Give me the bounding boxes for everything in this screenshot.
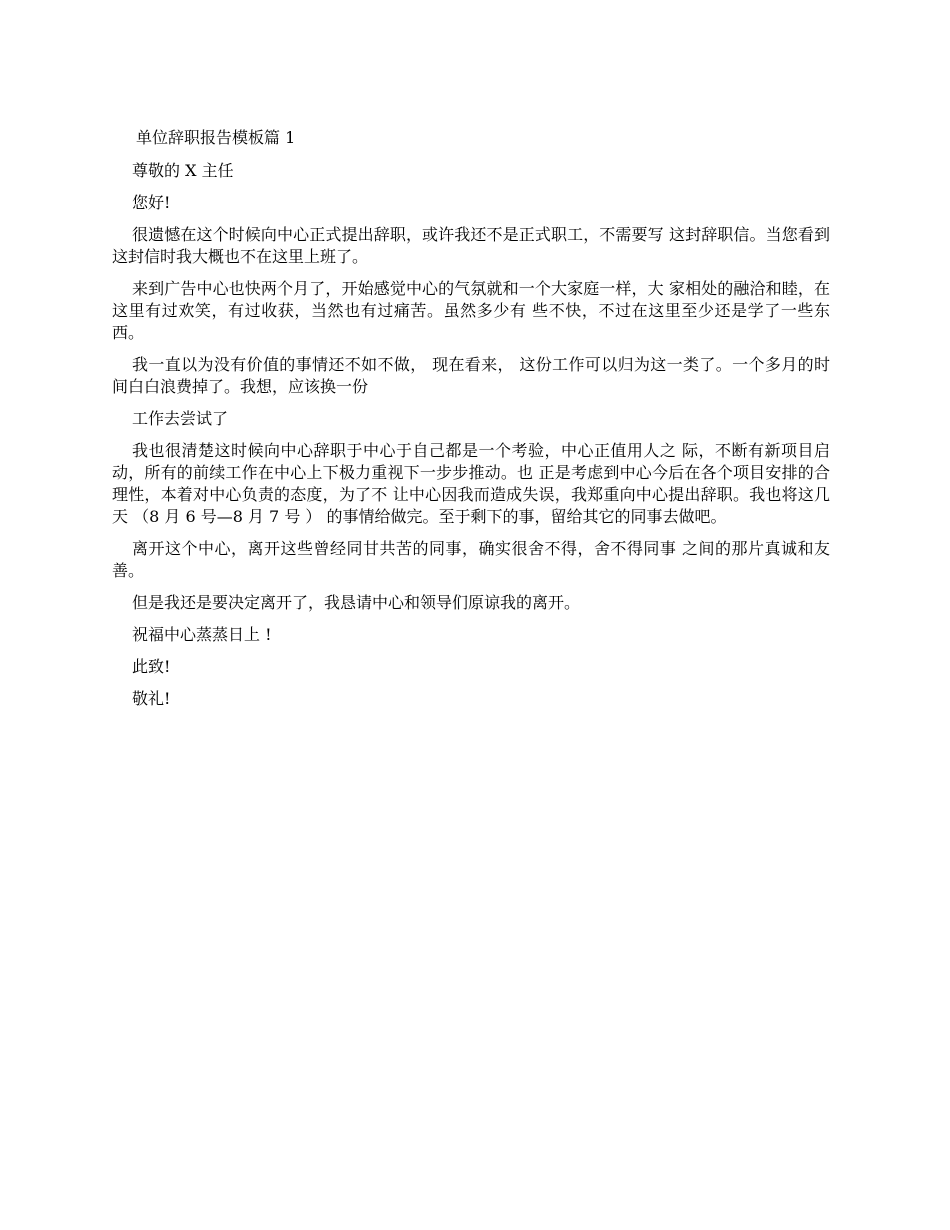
closing-salute: 敬礼!: [132, 689, 171, 708]
document-page: [112, 126, 830, 720]
body-paragraph: 来到广告中心也快两个月了，开始感觉中心的气氛就和一个大家庭一样，大 家相处的融洽和睦，在这里有过欢笑，有过收获，当然也有过痛苦。虽然多少有 些不快，不过在这里至少还是学了一些东西。: [112, 279, 830, 342]
body-paragraph: 离开这个中心，离开这些曾经同甘共苦的同事，确实很舍不得，舍不得同事 之间的那片真诚和友善。: [112, 539, 830, 580]
body-paragraph: 我一直以为没有价值的事情还不如不做， 现在看来， 这份工作可以归为这一类了。一个多月的时间白白浪费掉了。我想，应该换一份: [112, 355, 830, 396]
closing-wish: 祝福中心蒸蒸日上 !: [132, 625, 272, 644]
body-paragraph: 但是我还是要决定离开了，我恳请中心和领导们原谅我的离开。: [132, 593, 581, 612]
body-paragraph: 很遗憾在这个时候向中心正式提出辞职，或许我还不是正式职工，不需要写 这封辞职信。当您看到这封信时我大概也不在这里上班了。: [112, 225, 830, 266]
closing-phrase: 此致!: [132, 657, 171, 676]
salutation: 尊敬的 X 主任: [132, 161, 234, 180]
body-paragraph: 工作去尝试了: [132, 409, 229, 428]
greeting: 您好!: [132, 193, 171, 212]
body-paragraph: 我也很清楚这时候向中心辞职于中心于自己都是一个考验，中心正值用人之 际，不断有新项目启动，所有的前续工作在中心上下极力重视下一步步推动。也 正是考虑到中心今后在各个项目安排的合理性，本着对中心负责的态度，为了不 让中心因我而造成失误，我郑重向中心提出辞职。我也将这几天 （8 月 6 号—8 月 7 号 ） 的事情给做完。至于剩下的事，留给其它的同事去做吧。: [112, 441, 830, 526]
document-title: 单位辞职报告模板篇 1: [136, 128, 296, 147]
